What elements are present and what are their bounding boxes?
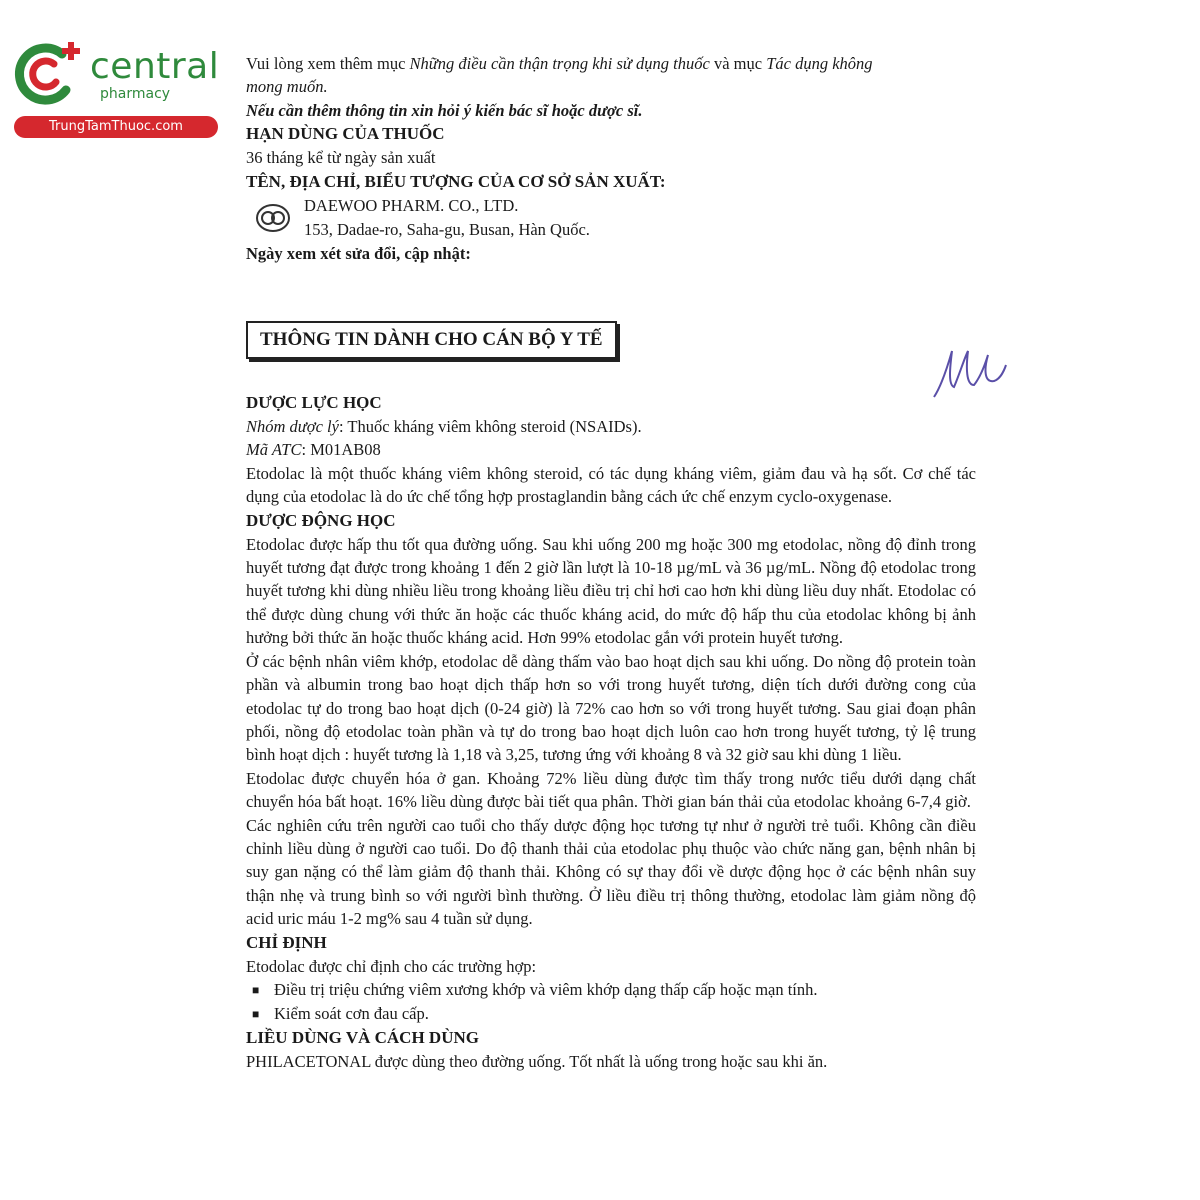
review-date-label: Ngày xem xét sửa đổi, cập nhật: — [246, 243, 471, 263]
pharmacokinetics-paragraph-3: Etodolac được chuyển hóa ở gan. Khoảng 72% liều dùng được tìm thấy trong nước tiểu dưới dạng chất chuyển hóa bất hoạt. 16% liều dùng được bài tiết qua phân. Thời gian bán thải của etodolac khoảng 6-7,4 giờ. — [246, 768, 976, 812]
pharmacodynamics-heading: DƯỢC LỰC HỌC — [246, 393, 382, 413]
logo-brand-text: central — [90, 46, 220, 87]
daewoo-emblem-icon — [256, 203, 290, 233]
list-item — [246, 978, 976, 1002]
atc-label: Mã ATC — [246, 440, 302, 460]
pharmacokinetics-paragraph-1: Etodolac được hấp thu tốt qua đường uống. Sau khi uống 200 mg hoặc 300 mg etodolac, nồng độ đỉnh trong huyết tương đạt được trong khoảng 1 đến 2 giờ lần lượt là 10-18 µg/mL và 36 µg/mL. Nồng độ etodolac trong huyết tương khi dùng nhiều liều trong khoảng liều điều trị chỉ hơi cao hơn khi dùng liều duy nhất. Etodolac có thể được dùng chung với thức ăn hoặc các thuốc kháng acid, do mức độ hấp thu của etodolac không bị ảnh hưởng bởi thức ăn hoặc thuốc kháng acid. Hơn 99% etodolac gắn với protein huyết tương. — [246, 534, 976, 648]
indication-item-2: Kiểm soát cơn đau cấp. — [274, 1003, 429, 1023]
logo-sub-text: pharmacy — [100, 86, 171, 102]
bullet-icon: ■ — [252, 982, 260, 997]
indications-intro: Etodolac được chỉ định cho các trường hợp: — [246, 956, 537, 976]
intro-mid: và mục — [709, 54, 767, 73]
document-body — [246, 52, 976, 1073]
pharmacologic-group — [246, 415, 976, 438]
central-pharmacy-logo[interactable] — [10, 38, 220, 138]
pharmacodynamics-text: Etodolac là một thuốc kháng viêm không steroid, có tác dụng kháng viêm, giảm đau và hạ sốt. Cơ chế tác dụng của etodolac là do ức chế tổng hợp prostaglandin bằng cách ức chế enzym cyclo-oxygenase. — [246, 463, 976, 507]
indication-item-1: Điều trị triệu chứng viêm xương khớp và viêm khớp dạng thấp cấp hoặc mạn tính. — [274, 979, 818, 999]
manufacturer-block — [246, 194, 976, 242]
manufacturer-name: DAEWOO PHARM. CO., LTD. — [304, 195, 519, 215]
signature-mark — [930, 345, 1010, 405]
manufacturer-address: 153, Dadae-ro, Saha-gu, Busan, Hàn Quốc. — [304, 219, 590, 239]
intro-italic-2: Tác dụng không — [766, 54, 873, 73]
bullet-icon: ■ — [252, 1006, 260, 1021]
group-label: Nhóm dược lý — [246, 417, 339, 437]
atc-value: : M01AB08 — [301, 440, 381, 460]
manufacturer-heading: TÊN, ĐỊA CHỈ, BIỂU TƯỢNG CỦA CƠ SỞ SẢN XUẤT: — [246, 171, 666, 191]
central-logo-icon — [10, 38, 90, 114]
pharmacokinetics-heading: DƯỢC ĐỘNG HỌC — [246, 510, 396, 530]
dosage-text: PHILACETONAL được dùng theo đường uống. Tốt nhất là uống trong hoặc sau khi ăn. — [246, 1051, 828, 1071]
intro-prefix: Vui lòng xem thêm mục — [246, 54, 410, 73]
intro-continuation: mong muốn. — [246, 77, 328, 97]
pharmacokinetics-paragraph-4: Các nghiên cứu trên người cao tuổi cho thấy dược động học tương tự như ở người trẻ tuổi. Không cần điều chỉnh liều dùng ở người cao tuổi. Do độ thanh thải của etodolac phụ thuộc vào chức năng gan, bệnh nhân bị suy gan nặng có thể làm giảm độ thanh thải. Không có sự thay đổi về dược động học ở các bệnh nhân suy thận nhẹ và trung bình so với người bình thường. Ở liều điều trị thông thường, etodolac làm giảm nồng độ acid uric máu 1-2 mg% sau 4 tuần sử dụng. — [246, 815, 976, 929]
pharmacokinetics-paragraph-2: Ở các bệnh nhân viêm khớp, etodolac dễ dàng thấm vào bao hoạt dịch sau khi uống. Do nồng độ protein toàn phần và albumin trong bao hoạt dịch thấp hơn so với trong huyết tương, diện tích dưới đường cong của etodolac tự do trong bao hoạt dịch (0-24 giờ) là 72% cao hơn so với trong huyết tương. Sau giai đoạn phân phối, nồng độ etodolac toàn phần và tự do trong bao hoạt dịch luôn cao hơn trong huyết tương, tỷ lệ trung bình hoạt dịch : huyết tương là 1,18 và 3,25, tương ứng với khoảng 8 và 32 giờ sau khi dùng 1 liều. — [246, 651, 976, 765]
expiry-text: 36 tháng kể từ ngày sản xuất — [246, 148, 436, 168]
dosage-heading: LIỀU DÙNG VÀ CÁCH DÙNG — [246, 1027, 479, 1047]
consult-note: Nếu cần thêm thông tin xin hỏi ý kiến bác sĩ hoặc dược sĩ. — [246, 100, 643, 120]
intro-italic-1: Những điều cần thận trọng khi sử dụng thuốc — [409, 54, 710, 73]
atc-code — [246, 438, 976, 461]
intro-line — [246, 52, 976, 75]
logo-site-url: TrungTamThuoc.com — [14, 116, 218, 138]
indications-heading: CHỈ ĐỊNH — [246, 932, 327, 952]
expiry-heading: HẠN DÙNG CỦA THUỐC — [246, 124, 445, 144]
section-box-title: THÔNG TIN DÀNH CHO CÁN BỘ Y TẾ — [246, 321, 617, 359]
list-item — [246, 1002, 976, 1026]
group-value: : Thuốc kháng viêm không steroid (NSAIDs). — [338, 417, 642, 437]
